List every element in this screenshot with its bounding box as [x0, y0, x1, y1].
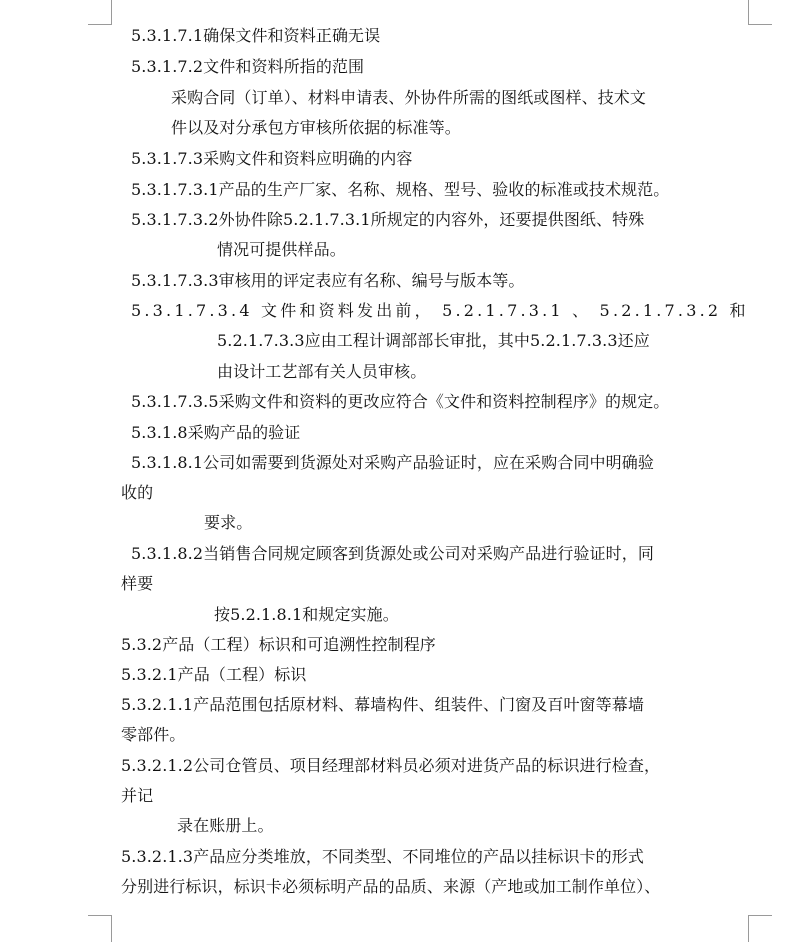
line-5318-1-wrap: 收的 — [121, 483, 154, 502]
line-5321-2: 5.3.2.1.2公司仓管员、项目经理部材料员必须对进货产品的标识进行检查， — [121, 756, 661, 775]
line-scope-2: 件以及对分承包方审核所依据的标准等。 — [171, 118, 461, 137]
line-scope-1: 采购合同（订单）、材料申请表、外协件所需的图纸或图样、技术文 — [171, 88, 647, 107]
line-5317-2: 5.3.1.7.2文件和资料所指的范围 — [131, 57, 365, 76]
crop-mark-bottom-right-horizontal — [748, 915, 772, 916]
line-5321-3-cont: 分别进行标识，标识卡必须标明产品的品质、来源（产地或加工制作单位）、 — [121, 877, 661, 896]
line-53173-4-cont-2: 由设计工艺部有关人员审核。 — [217, 362, 427, 381]
line-53173-4: 5.3.1.7.3.4 文件和资料发出前， 5.2.1.7.3.1 、 5.2.1.7.3.2 和 — [131, 301, 749, 320]
line-5318-2: 5.3.1.8.2当销售合同规定顾客到货源处或公司对采购产品进行验证时，同 — [131, 544, 654, 563]
line-53173-3: 5.3.1.7.3.3审核用的评定表应有名称、编号与版本等。 — [131, 271, 525, 290]
crop-mark-top-right-vertical — [748, 0, 749, 25]
line-5321-1: 5.3.2.1.1产品范围包括原材料、幕墙构件、组装件、门窗及百叶窗等幕墙 — [121, 695, 644, 714]
line-5321-3: 5.3.2.1.3产品应分类堆放，不同类型、不同堆位的产品以挂标识卡的形式 — [121, 847, 644, 866]
line-5321-2-cont: 录在账册上。 — [177, 816, 274, 835]
crop-mark-bottom-left-vertical — [111, 915, 112, 942]
crop-mark-top-left-vertical — [111, 0, 112, 25]
line-5321-1-cont: 零部件。 — [121, 725, 186, 744]
line-53173-4-cont-1: 5.2.1.7.3.3应由工程计调部部长审批，其中5.2.1.7.3.3还应 — [217, 331, 650, 350]
line-53173-5: 5.3.1.7.3.5采购文件和资料的更改应符合《文件和资料控制程序》的规定。 — [131, 392, 670, 411]
line-5318-1-cont: 要求。 — [204, 513, 253, 532]
line-5318-2-cont: 按5.2.1.8.1和规定实施。 — [214, 605, 399, 624]
crop-mark-top-right-horizontal — [748, 24, 772, 25]
line-5318-2-wrap: 样要 — [121, 574, 154, 593]
line-5321: 5.3.2.1产品（工程）标识 — [121, 665, 307, 684]
line-53173-2: 5.3.1.7.3.2外协件除5.2.1.7.3.1所规定的内容外，还要提供图纸、特殊 — [131, 210, 645, 229]
line-5318: 5.3.1.8采购产品的验证 — [131, 423, 301, 442]
crop-mark-bottom-left-horizontal — [88, 915, 112, 916]
line-532: 5.3.2产品（工程）标识和可追溯性控制程序 — [121, 635, 436, 654]
line-53173-2-cont: 情况可提供样品。 — [217, 240, 346, 259]
line-53173-1: 5.3.1.7.3.1产品的生产厂家、名称、规格、型号、验收的标准或技术规范。 — [131, 180, 670, 199]
line-5321-2-wrap: 并记 — [121, 786, 154, 805]
line-5317-1: 5.3.1.7.1确保文件和资料正确无误 — [131, 26, 381, 45]
line-5318-1: 5.3.1.8.1公司如需要到货源处对采购产品验证时，应在采购合同中明确验 — [131, 453, 654, 472]
line-5317-3: 5.3.1.7.3采购文件和资料应明确的内容 — [131, 149, 413, 168]
crop-mark-top-left-horizontal — [88, 24, 112, 25]
crop-mark-bottom-right-vertical — [748, 915, 749, 942]
